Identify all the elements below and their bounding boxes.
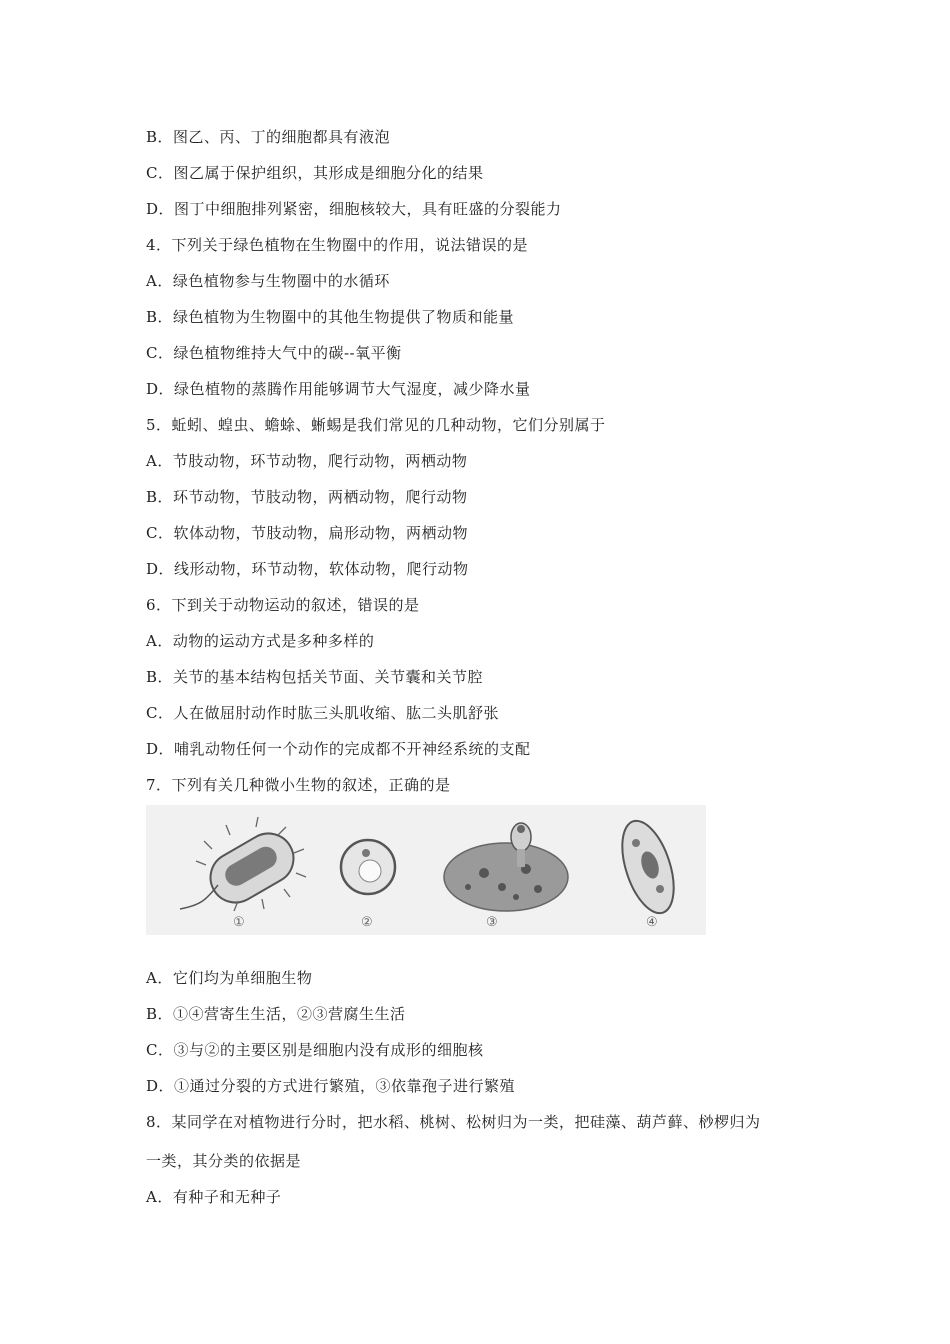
option-4a: A．绿色植物参与生物圈中的水循环 — [146, 272, 390, 290]
option-5b: B．环节动物，节肢动物，两栖动物，爬行动物 — [146, 488, 468, 506]
question-8-continued: 一类，其分类的依据是 — [146, 1152, 302, 1170]
option-4d: D．绿色植物的蒸腾作用能够调节大气湿度，减少降水量 — [146, 380, 531, 398]
option-7c: C．③与②的主要区别是细胞内没有成形的细胞核 — [146, 1041, 484, 1059]
question-6: 6．下到关于动物运动的叙述，错误的是 — [146, 596, 420, 614]
figure-label-2: ② — [361, 915, 373, 930]
option-5a: A．节肢动物，环节动物，爬行动物，两栖动物 — [146, 452, 468, 470]
question-4: 4．下列关于绿色植物在生物圈中的作用，说法错误的是 — [146, 236, 529, 254]
question-5: 5．蚯蚓、蝗虫、蟾蜍、蜥蜴是我们常见的几种动物，它们分别属于 — [146, 416, 606, 434]
option-7b: B．①④营寄生生活，②③营腐生生活 — [146, 1005, 406, 1023]
option-3d: D．图丁中细胞排列紧密，细胞核较大，具有旺盛的分裂能力 — [146, 200, 562, 218]
option-5c: C．软体动物，节肢动物，扁形动物，两栖动物 — [146, 524, 468, 542]
option-3c: C．图乙属于保护组织，其形成是细胞分化的结果 — [146, 164, 484, 182]
option-4b: B．绿色植物为生物圈中的其他生物提供了物质和能量 — [146, 308, 515, 326]
option-6a: A．动物的运动方式是多种多样的 — [146, 632, 375, 650]
option-7a: A．它们均为单细胞生物 — [146, 969, 313, 987]
option-4c: C．绿色植物维持大气中的碳--氧平衡 — [146, 344, 402, 362]
figure-label-1: ① — [233, 915, 245, 930]
yeast-drawing — [341, 840, 395, 894]
microorganism-illustration — [146, 805, 706, 935]
option-6b: B．关节的基本结构包括关节面、关节囊和关节腔 — [146, 668, 484, 686]
option-3b: B．图乙、丙、丁的细胞都具有液泡 — [146, 128, 391, 146]
option-8a: A．有种子和无种子 — [146, 1188, 282, 1206]
option-7d: D．①通过分裂的方式进行繁殖，③依靠孢子进行繁殖 — [146, 1077, 516, 1095]
question-7: 7．下列有关几种微小生物的叙述，正确的是 — [146, 776, 451, 794]
figure-label-4: ④ — [646, 915, 658, 930]
option-6c: C．人在做屈肘动作时肱三头肌收缩、肱二头肌舒张 — [146, 704, 499, 722]
question-8: 8．某同学在对植物进行分时，把水稻、桃树、松树归为一类，把硅藻、葫芦藓、桫椤归为 — [146, 1113, 761, 1131]
microorganism-figure — [146, 805, 706, 935]
option-5d: D．线形动物，环节动物，软体动物，爬行动物 — [146, 560, 469, 578]
option-6d: D．哺乳动物任何一个动作的完成都不开神经系统的支配 — [146, 740, 531, 758]
figure-label-3: ③ — [486, 915, 498, 930]
